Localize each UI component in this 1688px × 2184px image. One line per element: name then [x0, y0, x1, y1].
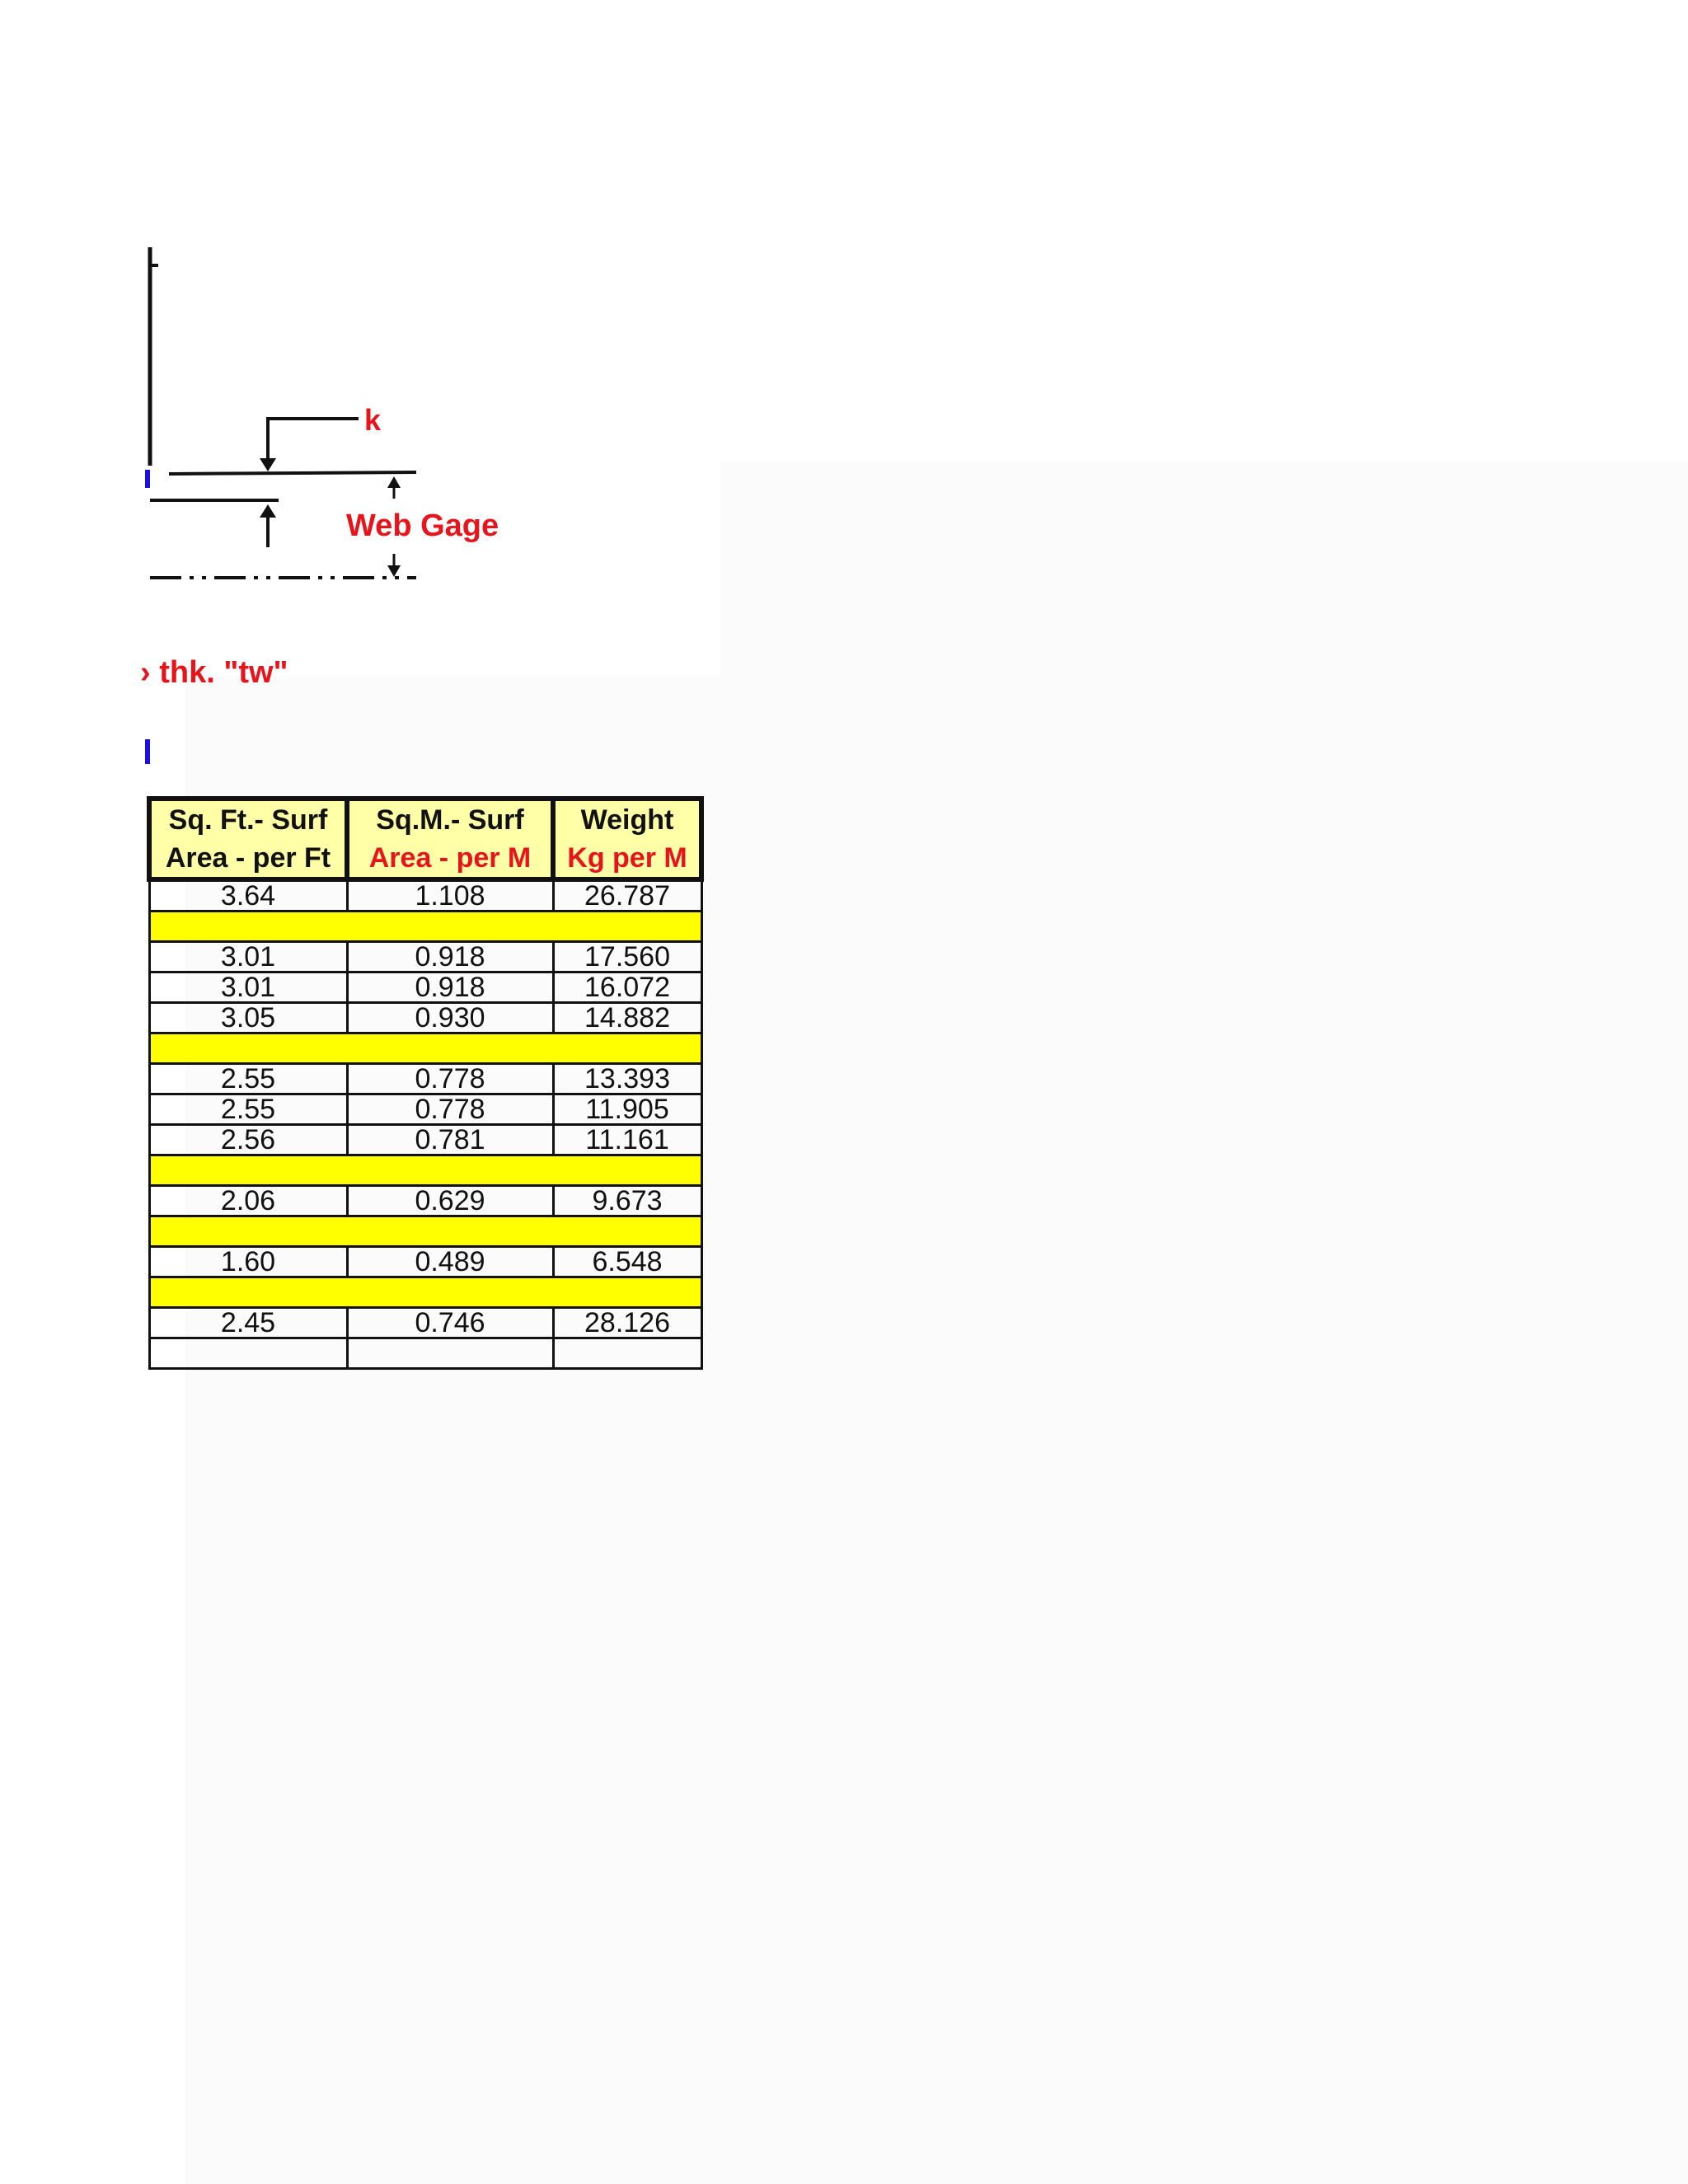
table-row: [149, 1064, 701, 1094]
separator-row: [149, 1216, 701, 1247]
table-cell: 3.01: [149, 942, 347, 972]
table-cell: 3.05: [149, 1003, 347, 1033]
column-header-line2: Area - per Ft: [165, 842, 331, 874]
separator-row: [149, 912, 701, 942]
table-cell: 0.918: [347, 942, 553, 972]
separator-cell: [149, 1277, 701, 1308]
separator-cell: [149, 912, 701, 942]
table-cell: 0.781: [347, 1125, 553, 1155]
table-cell: [149, 1338, 347, 1369]
column-header: [149, 799, 347, 879]
up-arrowhead: [260, 504, 276, 518]
table-header-row: [149, 799, 701, 879]
properties-table: [147, 796, 704, 1370]
column-header: [553, 799, 701, 879]
table-cell: 2.06: [149, 1186, 347, 1216]
table-cell: 0.778: [347, 1094, 553, 1125]
table-cell: 14.882: [553, 1003, 701, 1033]
separator-cell: [149, 1155, 701, 1186]
table-row: [149, 1186, 701, 1216]
table-cell: 3.64: [149, 879, 347, 912]
table-row: [149, 942, 701, 972]
table-cell: 2.56: [149, 1125, 347, 1155]
table-row: [149, 1094, 701, 1125]
table-cell: 3.01: [149, 972, 347, 1003]
table-row: [149, 1308, 701, 1338]
flange-line: [169, 472, 416, 474]
table-cell: 0.930: [347, 1003, 553, 1033]
table-cell: 28.126: [553, 1308, 701, 1338]
table-cell: 17.560: [553, 942, 701, 972]
column-header-line2: Kg per M: [567, 842, 687, 874]
table-cell: 6.548: [553, 1247, 701, 1277]
table-cell: 0.746: [347, 1308, 553, 1338]
table-cell: 0.629: [347, 1186, 553, 1216]
table-row: [149, 1003, 701, 1033]
k-label: k: [364, 403, 382, 437]
table-cell: 16.072: [553, 972, 701, 1003]
column-header-line1: Weight: [580, 804, 674, 836]
table-cell: 0.778: [347, 1064, 553, 1094]
gage-arrowhead-bottom: [387, 565, 401, 577]
separator-cell: [149, 1216, 701, 1247]
table-row: [149, 879, 701, 912]
separator-row: [149, 1033, 701, 1064]
table-cell: 11.161: [553, 1125, 701, 1155]
table-row: [149, 1247, 701, 1277]
blue-marker-upper: [145, 470, 150, 488]
column-header: [347, 799, 553, 879]
table-cell: 2.55: [149, 1064, 347, 1094]
table-row: [149, 972, 701, 1003]
table-cell: 11.905: [553, 1094, 701, 1125]
table-cell: 1.60: [149, 1247, 347, 1277]
table-cell: [347, 1338, 553, 1369]
table-cell: 0.918: [347, 972, 553, 1003]
blue-marker-lower: [145, 739, 150, 764]
table-row: [149, 1125, 701, 1155]
separator-row: [149, 1155, 701, 1186]
column-header-line2: Area - per M: [368, 842, 532, 874]
table-cell: 0.489: [347, 1247, 553, 1277]
k-arrowhead: [260, 458, 276, 471]
separator-cell: [149, 1033, 701, 1064]
table-cell: 2.45: [149, 1308, 347, 1338]
separator-row: [149, 1277, 701, 1308]
table-cell: 2.55: [149, 1094, 347, 1125]
web-gage-label: Web Gage: [346, 509, 499, 543]
web-thickness-note: › thk. "tw": [140, 655, 288, 690]
table-cell: [553, 1338, 701, 1369]
column-header-line1: Sq. Ft.- Surf: [168, 804, 328, 836]
column-header-line1: Sq.M.- Surf: [376, 804, 524, 836]
table-cell: 13.393: [553, 1064, 701, 1094]
table-cell: 26.787: [553, 879, 701, 912]
k-leader: [268, 419, 359, 462]
table-cell: 9.673: [553, 1186, 701, 1216]
table-row: [149, 1338, 701, 1369]
table-cell: 1.108: [347, 879, 553, 912]
gage-arrowhead-top: [387, 476, 401, 488]
